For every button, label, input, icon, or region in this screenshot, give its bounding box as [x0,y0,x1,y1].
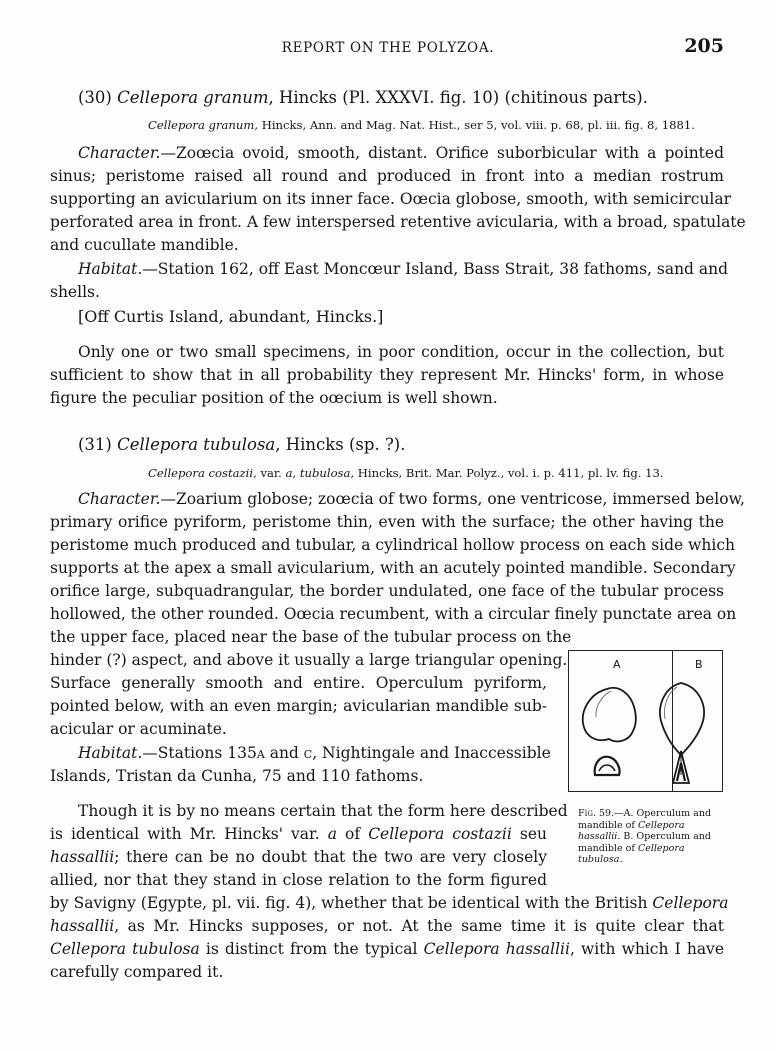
figure-59 [568,650,723,792]
species-31-remarks-line-7: Cellepora tubulosa is distinct from the typical Cellepora hassallii, with which I have [50,940,724,958]
species-30-habitat-line-2: shells. [50,283,100,301]
species-31-remarks-line-5: by Savigny (Egypte, pl. vii. fig. 4), whether that be identical with the British Cellepora [50,894,729,912]
species-31-remarks-line-8: carefully compared it. [50,963,224,981]
species-31-character-line-8: hinder (?) aspect, and above it usually a large triangular opening. [50,651,568,669]
species-30-number: (30) [78,88,112,107]
species-30-ref-citation: , Hincks, Ann. and Mag. Nat. Hist., ser 5, vol. viii. p. 68, pl. iii. fig. 8, 1881. [254,118,695,132]
species-31-name: Cellepora tubulosa [117,435,276,454]
species-31-remarks-line-3: hassallii; there can be no doubt that the two are very closely [50,848,547,866]
operculum-b-drawing [660,683,704,755]
figure-caption: Fig. 59.—A. Operculum and mandible of Cellepora hassallii. B. Operculum and mandible of Cellepora tubulosa. [578,808,712,865]
species-30-note: [Off Curtis Island, abundant, Hincks.] [78,307,384,326]
mandible-a-drawing [595,757,620,775]
species-30-remarks-line-2: sufficient to show that in all probability they represent Mr. Hincks' form, in whose [50,366,724,384]
species-30-character-line-1: Character.—Zoœcia ovoid, smooth, distant. Orifice suborbicular with a pointed [78,144,724,162]
species-31-character-line-2: primary orifice pyriform, peristome thin, even with the surface; the other having the [50,513,724,531]
species-31-authority: , Hincks (sp. ?). [275,435,406,454]
species-31-number: (31) [78,435,112,454]
species-30-name: Cellepora granum [117,88,269,107]
species-30-habitat-line-1: Habitat.—Station 162, off East Moncœur Island, Bass Strait, 38 fathoms, sand and [78,260,729,278]
figure-label-a: A [613,658,621,671]
species-31-remarks-line-2: is identical with Mr. Hincks' var. a of Cellepora costazii seu [50,825,547,843]
species-31-character-line-9: Surface generally smooth and entire. Operculum pyriform, [50,674,547,692]
character-label: Character. [78,490,161,508]
species-31-character-line-6: hollowed, the other rounded. Oœcia recumbent, with a circular finely punctate area on [50,605,737,623]
species-31-character-line-1: Character.—Zoarium globose; zoœcia of two forms, one ventricose, immersed below, [78,490,745,508]
species-31-habitat-line-1: Habitat.—Stations 135a and c, Nightingale and Inaccessible [78,744,551,762]
running-head: REPORT ON THE POLYZOA. [281,40,495,56]
species-31-remarks-line-1: Though it is by no means certain that the form here described [78,802,568,820]
species-31-character-line-4: supports at the apex a small avicularium, with an acutely pointed mandible. Secondary [50,559,736,577]
species-30-character-line-5: and cucullate mandible. [50,236,239,254]
species-30-authority: , Hincks (Pl. XXXVI. fig. 10) (chitinous parts). [268,88,648,107]
species-30-remarks-line-1: Only one or two small specimens, in poor condition, occur in the collection, but [78,343,724,361]
figure-label-b: B [695,658,703,671]
species-31-habitat-line-2: Islands, Tristan da Cunha, 75 and 110 fathoms. [50,767,424,785]
species-30-character-line-2: sinus; peristome raised all round and produced in front into a median rostrum [50,167,724,185]
species-31-character-line-10: pointed below, with an even margin; avicularian mandible sub- [50,697,547,715]
operculum-a-drawing [583,688,636,742]
species-31-remarks-line-4: allied, nor that they stand in close relation to the form figured [50,871,547,889]
species-31-character-line-11: acicular or acuminate. [50,720,227,738]
species-30-title [78,87,648,109]
character-label: Character. [78,144,161,162]
species-31-character-line-5: orifice large, subquadrangular, the border undulated, one face of the tubular process [50,582,724,600]
species-30-remarks-line-3: figure the peculiar position of the oœcium is well shown. [50,389,498,407]
species-30-reference [148,114,695,136]
species-30-character-line-3: supporting an avicularium on its inner face. Oœcia globose, smooth, with semicircular [50,190,732,208]
species-31-character-line-3: peristome much produced and tubular, a cylindrical hollow process on each side which [50,536,736,554]
species-30-character-line-4: perforated area in front. A few interspersed retentive avicularia, with a broad, spatulate [50,213,746,231]
species-31-title [78,434,406,456]
species-30-ref-name: Cellepora granum [148,118,255,132]
figure-drawings [569,651,724,793]
species-31-remarks-line-6: hassallii, as Mr. Hincks supposes, or not. At the same time it is quite clear that [50,917,724,935]
species-31-character-line-7: the upper face, placed near the base of the tubular process on the [50,628,572,646]
species-31-reference: Cellepora costazii, var. a, tubulosa, Hincks, Brit. Mar. Polyz., vol. i. p. 411, pl. lv. fig. 13. [148,466,664,480]
page-number: 205 [684,35,724,57]
habitat-label: Habitat. [78,260,143,278]
habitat-label: Habitat. [78,744,143,762]
